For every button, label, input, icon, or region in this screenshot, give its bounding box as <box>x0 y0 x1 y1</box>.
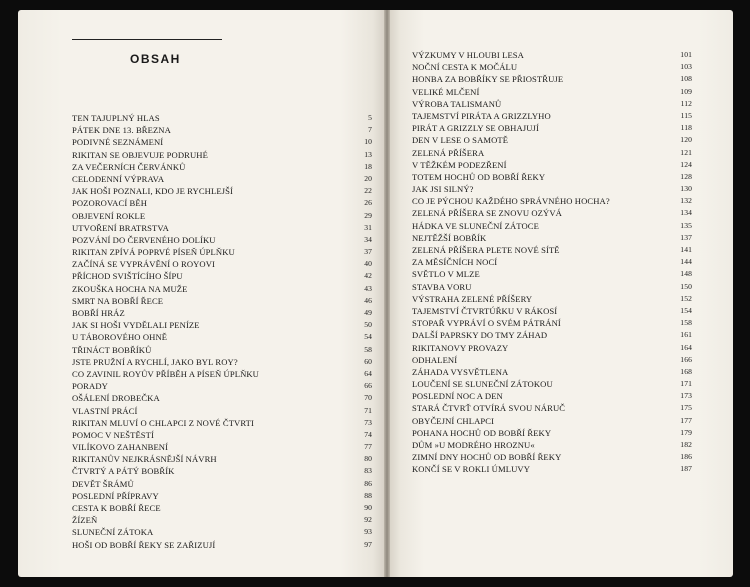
toc-entry <box>412 329 692 341</box>
toc-entry <box>72 441 372 453</box>
toc-entry-title: HONBA ZA BOBŘÍKY SE PŘIOSTŘUJE <box>412 74 564 85</box>
toc-entry-page: 128 <box>680 171 692 181</box>
toc-entry-page: 158 <box>680 318 692 328</box>
toc-entry <box>72 331 372 343</box>
toc-entry-title: DŮM »U MODRÉHO HROZNU« <box>412 440 535 450</box>
toc-entry <box>72 478 372 490</box>
toc-entry-page: 66 <box>364 381 372 391</box>
toc-entry <box>72 502 372 514</box>
toc-entry-page: 171 <box>680 379 692 389</box>
toc-entry-title: PORADY <box>72 381 108 392</box>
toc-entry <box>412 122 692 134</box>
toc-entry-page: 175 <box>680 403 692 413</box>
toc-entry-title: RIKITANŮV NEJKRÁSNĚJŠÍ NÁVRH <box>72 454 217 465</box>
toc-entry-page: 130 <box>680 184 692 194</box>
toc-entry <box>72 319 372 331</box>
toc-entry-title: POSLEDNÍ NOC A DEN <box>412 391 503 402</box>
toc-entry <box>412 171 692 183</box>
toc-entry-page: 74 <box>364 429 372 439</box>
toc-entry-title: RIKITAN SE OBJEVUJE PODRUHÉ <box>72 149 208 160</box>
toc-title: OBSAH <box>130 52 181 66</box>
toc-entry-title: TAJEMSTVÍ ČTVRTÚŘKU V RÁKOSÍ <box>412 305 558 316</box>
toc-entry-page: 10 <box>364 137 372 147</box>
toc-entry <box>412 305 692 317</box>
toc-entry <box>412 134 692 146</box>
toc-entry-page: 88 <box>364 490 372 500</box>
toc-entry <box>72 429 372 441</box>
toc-entry-title: STOPAŘ VYPRÁVÍ O SVÉM PÁTRÁNÍ <box>412 318 561 329</box>
toc-entry-title: PIRÁT A GRIZZLY SE OBHAJUJÍ <box>412 123 539 134</box>
toc-entry <box>72 185 372 197</box>
toc-entry-page: 109 <box>680 86 692 96</box>
toc-entry-page: 112 <box>680 98 692 108</box>
toc-entry <box>412 256 692 268</box>
toc-entry-page: 86 <box>364 478 372 488</box>
toc-entry-title: TOTEM HOCHŮ OD BOBŘÍ ŘEKY <box>412 171 546 182</box>
toc-entry-title: JAK HOŠI POZNALI, KDO JE RYCHLEJŠÍ <box>72 186 233 197</box>
toc-entry <box>412 427 692 439</box>
toc-entry-title: STAVBA VORU <box>412 281 472 292</box>
toc-entry-page: 90 <box>364 503 372 512</box>
toc-entry <box>72 270 372 282</box>
toc-entry-page: 150 <box>680 281 692 291</box>
toc-entry-title: NOČNÍ CESTA K MOČÁLU <box>412 62 518 73</box>
toc-entry <box>412 342 692 354</box>
toc-entry-title: UTVOŘENÍ BRATRSTVA <box>72 222 169 233</box>
toc-entry-page: 177 <box>680 415 692 425</box>
toc-entry-title: POZOROVACÍ BĚH <box>72 198 148 209</box>
toc-entry-page: 115 <box>680 110 692 120</box>
toc-entry <box>72 368 372 380</box>
toc-entry-page: 54 <box>364 332 372 342</box>
toc-right-column <box>412 49 692 476</box>
toc-entry-title: ZIMNÍ DNY HOCHŮ OD BOBŘÍ ŘEKY <box>412 452 562 463</box>
toc-entry-title: NEJTĚŽŠÍ BOBŘÍK <box>412 232 487 243</box>
toc-entry <box>412 415 692 427</box>
toc-entry <box>72 405 372 417</box>
toc-entry <box>412 378 692 390</box>
toc-entry-page: 50 <box>364 320 372 330</box>
toc-entry-page: 20 <box>364 173 372 183</box>
toc-entry <box>72 453 372 465</box>
toc-entry <box>412 244 692 256</box>
toc-entry-page: 5 <box>368 113 372 122</box>
toc-entry-page: 179 <box>680 427 692 437</box>
toc-entry <box>72 307 372 319</box>
toc-entry-title: VILÍKOVO ZAHANBENÍ <box>72 442 169 453</box>
toc-entry-page: 64 <box>364 368 372 378</box>
toc-entry-page: 186 <box>680 452 692 462</box>
toc-entry <box>412 220 692 232</box>
toc-entry-page: 13 <box>364 149 372 159</box>
toc-entry <box>412 61 692 73</box>
toc-entry <box>412 354 692 366</box>
toc-entry-page: 46 <box>364 295 372 305</box>
toc-entry-title: POZVÁNÍ DO ČERVENÉHO DOLÍKU <box>72 234 216 245</box>
toc-entry <box>72 149 372 161</box>
toc-entry-title: ZELENÁ PŘÍŠERA PLETE NOVÉ SÍTĚ <box>412 245 560 255</box>
toc-entry-title: CO JE PÝCHOU KAŽDÉHO SPRÁVNÉHO HOCHA? <box>412 196 610 207</box>
toc-entry-page: 134 <box>680 208 692 218</box>
toc-entry-title: HÁDKA VE SLUNEČNÍ ZÁTOCE <box>412 220 539 231</box>
toc-entry-title: BOBŘÍ HRÁZ <box>72 308 125 318</box>
toc-entry-page: 71 <box>364 405 372 415</box>
toc-entry-title: DALŠÍ PAPRSKY DO TMY ZÁHAD <box>412 330 548 341</box>
toc-entry-page: 148 <box>680 269 692 279</box>
toc-entry-page: 137 <box>680 232 692 242</box>
toc-entry-title: RIKITAN MLUVÍ O CHLAPCI Z NOVÉ ČTVRTI <box>72 417 254 428</box>
toc-entry <box>72 283 372 295</box>
toc-entry <box>72 161 372 173</box>
toc-entry <box>72 490 372 502</box>
toc-entry-page: 103 <box>680 62 692 72</box>
toc-entry-page: 187 <box>680 464 692 474</box>
toc-entry <box>412 366 692 378</box>
toc-entry-page: 93 <box>364 527 372 537</box>
toc-entry <box>412 317 692 329</box>
toc-entry-title: PÁTEK DNE 13. BŘEZNA <box>72 125 171 136</box>
toc-entry-page: 60 <box>364 356 372 366</box>
toc-entry-title: POSLEDNÍ PŘÍPRAVY <box>72 490 159 501</box>
toc-entry-page: 7 <box>368 125 372 135</box>
toc-entry-page: 144 <box>680 257 692 267</box>
toc-entry <box>72 234 372 246</box>
toc-entry-page: 121 <box>680 147 692 157</box>
toc-entry-title: ZKOUŠKA HOCHA NA MUŽE <box>72 283 188 294</box>
toc-entry-page: 124 <box>680 159 692 169</box>
toc-entry <box>72 124 372 136</box>
toc-entry <box>412 439 692 451</box>
toc-entry-title: ZELENÁ PŘÍŠERA <box>412 147 485 158</box>
toc-entry <box>412 73 692 85</box>
toc-entry-page: 152 <box>680 293 692 303</box>
toc-entry-title: VÝSTRAHA ZELENÉ PŘÍŠERY <box>412 293 533 304</box>
toc-entry-page: 43 <box>364 283 372 293</box>
toc-left-column <box>72 112 372 551</box>
toc-entry-title: ZELENÁ PŘÍŠERA SE ZNOVU OZÝVÁ <box>412 208 562 219</box>
toc-entry <box>412 390 692 402</box>
toc-entry <box>72 539 372 551</box>
toc-entry <box>412 268 692 280</box>
toc-entry-title: DEVĚT ŠRÁMŮ <box>72 478 134 489</box>
toc-entry-page: 40 <box>364 259 372 269</box>
toc-entry-title: LOUČENÍ SE SLUNEČNÍ ZÁTOKOU <box>412 379 553 390</box>
toc-entry-title: SMRT NA BOBŘÍ ŘECE <box>72 295 164 306</box>
toc-entry-title: TEN TAJUPLNÝ HLAS <box>72 113 160 123</box>
toc-entry-title: PODIVNÉ SEZNÁMENÍ <box>72 137 164 148</box>
toc-entry-title: OBYČEJNÍ CHLAPCI <box>412 415 495 426</box>
toc-entry <box>72 392 372 404</box>
toc-entry-title: TŘINÁCT BOBŘÍKŮ <box>72 344 152 355</box>
toc-entry <box>72 295 372 307</box>
toc-entry-page: 73 <box>364 417 372 427</box>
toc-entry-page: 29 <box>364 210 372 220</box>
toc-entry-title: CELODENNÍ VÝPRAVA <box>72 173 165 184</box>
toc-entry-page: 18 <box>364 161 372 171</box>
toc-entry-title: JAK JSI SILNÝ? <box>412 184 474 195</box>
toc-entry-title: STARÁ ČTVRŤ OTVÍRÁ SVOU NÁRUČ <box>412 403 566 414</box>
toc-entry-title: DEN V LESE O SAMOTĚ <box>412 135 509 146</box>
toc-entry-title: U TÁBOROVÉHO OHNĚ <box>72 332 168 343</box>
toc-entry-title: CO ZAVINIL ROYŮV PŘÍBĚH A PÍSEŇ ÚPLŇKU <box>72 368 259 379</box>
toc-entry-page: 80 <box>364 454 372 464</box>
toc-entry-page: 83 <box>364 466 372 476</box>
toc-entry-page: 168 <box>680 366 692 376</box>
toc-entry <box>72 356 372 368</box>
toc-entry-title: OBJEVENÍ ROKLE <box>72 210 146 221</box>
toc-entry-page: 70 <box>364 393 372 403</box>
toc-entry <box>72 258 372 270</box>
toc-entry-title: POHANA HOCHŮ OD BOBŘÍ ŘEKY <box>412 427 552 438</box>
toc-entry-title: V TĚŽKÉM PODEZŘENÍ <box>412 159 507 170</box>
title-rule <box>72 39 222 40</box>
toc-entry <box>72 417 372 429</box>
toc-entry-page: 42 <box>364 271 372 281</box>
toc-entry <box>412 232 692 244</box>
toc-entry-page: 132 <box>680 196 692 206</box>
toc-entry <box>412 110 692 122</box>
toc-entry-page: 141 <box>680 245 692 254</box>
toc-entry <box>72 380 372 392</box>
toc-entry-title: TAJEMSTVÍ PIRÁTA A GRIZZLYHO <box>412 110 551 121</box>
toc-entry-page: 49 <box>364 308 372 317</box>
toc-entry-title: HOŠI OD BOBŘÍ ŘEKY SE ZAŘIZUJÍ <box>72 539 216 550</box>
toc-entry-page: 101 <box>680 50 692 59</box>
toc-entry-title: RIKITAN ZPÍVÁ POPRVÉ PÍSEŇ ÚPLŇKU <box>72 247 235 258</box>
toc-entry-title: ODHALENÍ <box>412 354 458 365</box>
toc-entry-title: VÝZKUMY V HLOUBI LESA <box>412 50 524 60</box>
toc-entry-page: 34 <box>364 234 372 244</box>
toc-entry-title: ŽÍZEŇ <box>72 515 98 526</box>
toc-entry <box>72 465 372 477</box>
toc-entry-title: ZÁHADA VYSVĚTLENA <box>412 366 509 377</box>
toc-entry-page: 22 <box>364 186 372 196</box>
toc-entry <box>412 183 692 195</box>
toc-entry-page: 108 <box>680 74 692 84</box>
toc-entry-title: JAK SI HOŠI VYDĚLALI PENÍZE <box>72 320 200 331</box>
toc-entry-title: VÝROBA TALISMANŮ <box>412 98 502 109</box>
toc-entry-page: 118 <box>680 123 692 133</box>
toc-entry-page: 77 <box>364 442 372 452</box>
toc-entry <box>72 136 372 148</box>
toc-entry-page: 164 <box>680 342 692 352</box>
toc-entry-title: PŘÍCHOD SVIŠTÍCÍHO ŠÍPU <box>72 271 183 282</box>
toc-entry <box>72 210 372 222</box>
toc-entry-page: 135 <box>680 220 692 230</box>
toc-entry <box>412 98 692 110</box>
toc-entry-title: SVĚTLO V MLZE <box>412 269 480 280</box>
toc-entry <box>412 147 692 159</box>
toc-entry <box>412 159 692 171</box>
toc-entry-title: SLUNEČNÍ ZÁTOKA <box>72 527 154 538</box>
toc-entry-title: CESTA K BOBŘÍ ŘECE <box>72 503 161 513</box>
toc-entry-page: 92 <box>364 515 372 525</box>
toc-entry-page: 37 <box>364 247 372 257</box>
toc-entry <box>412 49 692 61</box>
toc-entry <box>412 195 692 207</box>
toc-entry-page: 58 <box>364 344 372 354</box>
toc-entry-title: JSTE PRUŽNÍ A RYCHLÍ, JAKO BYL ROY? <box>72 356 238 367</box>
toc-entry <box>412 207 692 219</box>
toc-entry-page: 182 <box>680 440 692 449</box>
toc-entry <box>72 526 372 538</box>
toc-entry-title: POMOC V NEŠTĚSTÍ <box>72 429 154 440</box>
toc-entry-title: VLASTNÍ PRÁCÍ <box>72 405 138 416</box>
toc-entry <box>412 451 692 463</box>
toc-entry-page: 166 <box>680 354 692 364</box>
toc-entry-page: 161 <box>680 330 692 340</box>
toc-entry-title: ČTVRTÝ A PÁTÝ BOBŘÍK <box>72 466 175 477</box>
toc-entry-title: ZAČÍNÁ SE VYPRÁVĚNÍ O ROYOVI <box>72 259 216 270</box>
toc-entry <box>412 86 692 98</box>
toc-entry-title: KONČÍ SE V ROKLI ÚMLUVY <box>412 464 531 475</box>
toc-entry <box>72 246 372 258</box>
toc-entry-page: 31 <box>364 222 372 232</box>
toc-entry <box>412 463 692 475</box>
toc-entry-page: 120 <box>680 135 692 145</box>
toc-entry-title: ZA VEČERNÍCH ČERVÁNKŮ <box>72 161 186 172</box>
toc-entry <box>412 281 692 293</box>
toc-entry-title: RIKITANOVY PROVAZY <box>412 342 509 353</box>
toc-entry-title: ZA MĚSÍČNÍCH NOCÍ <box>412 257 498 268</box>
toc-entry <box>412 402 692 414</box>
toc-entry-title: OŠÁLENÍ DROBEČKA <box>72 393 160 404</box>
toc-entry-page: 26 <box>364 198 372 208</box>
toc-entry <box>72 112 372 124</box>
toc-entry-page: 97 <box>364 539 372 549</box>
toc-entry-page: 154 <box>680 305 692 315</box>
toc-entry <box>412 293 692 305</box>
toc-entry <box>72 222 372 234</box>
toc-entry <box>72 197 372 209</box>
toc-entry <box>72 173 372 185</box>
toc-entry <box>72 514 372 526</box>
toc-entry-page: 173 <box>680 391 692 401</box>
toc-entry <box>72 344 372 356</box>
toc-entry-title: VELIKÉ MLČENÍ <box>412 86 480 97</box>
